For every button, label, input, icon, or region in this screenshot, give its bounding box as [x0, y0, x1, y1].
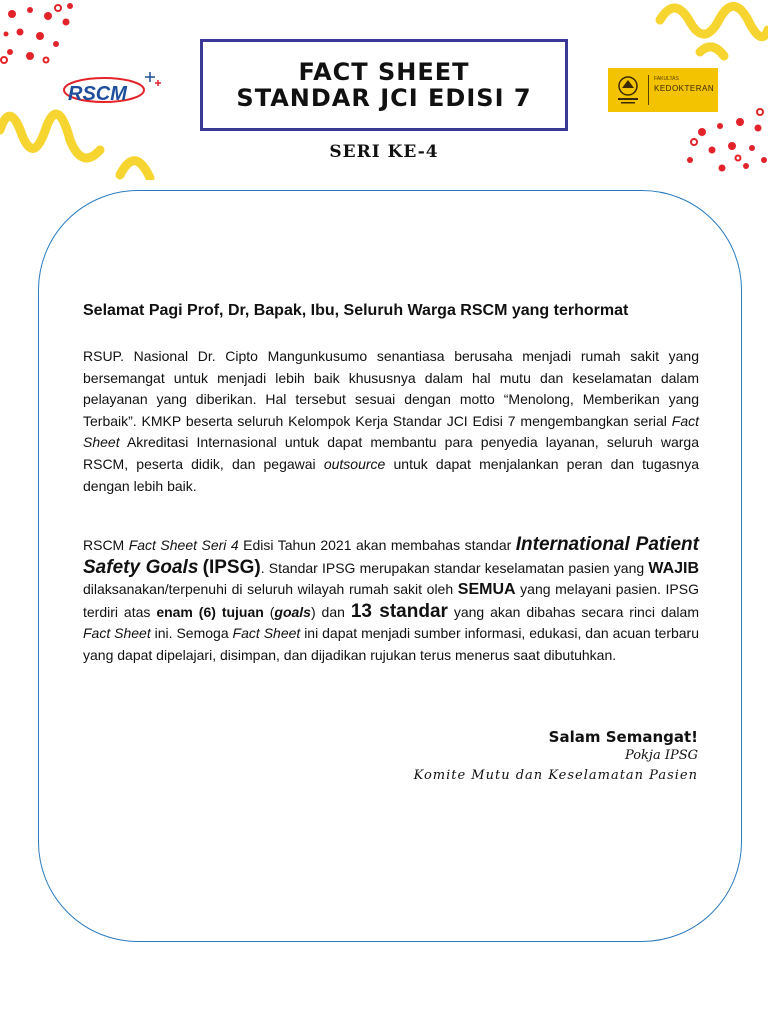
signature-komite: Komite Mutu dan Keselamatan Pasien — [413, 768, 698, 783]
logo-divider — [648, 75, 649, 105]
fk-logo-small-text: FAKULTAS — [654, 76, 679, 82]
fk-logo-main-text: KEDOKTERAN — [654, 84, 715, 93]
title-line-1: FACT SHEET — [298, 58, 470, 86]
text: untuk dapat menjalankan peran dan tugasnya dengan lebih baik. — [83, 455, 699, 494]
text: ini dapat menjadi sumber informasi, edukasi, dan acuan terbaru yang dapat dipelajari, disimpan, dan dijadikan rujukan terus menerus saat dibutuhkan. — [83, 625, 699, 663]
title-box — [200, 39, 568, 131]
signature-pokja: Pokja IPSG — [624, 748, 698, 763]
semua-emphasis: SEMUA — [457, 581, 516, 599]
fakultas-kedokteran-logo — [608, 68, 718, 112]
signature-salam: Salam Semangat! — [548, 728, 698, 746]
text: yang melayani pasien. IPSG terdiri atas — [83, 581, 699, 620]
text: ini. Semoga — [150, 625, 233, 642]
rscm-logo — [62, 68, 172, 110]
italic-text: Fact Sheet — [83, 625, 151, 642]
rscm-logo-text: RSCM — [68, 83, 127, 105]
series-label: SERI KE-4 — [329, 142, 439, 162]
italic-text: Fact Sheet — [232, 625, 301, 642]
italic-text: Fact Sheet Seri 4 — [128, 537, 239, 553]
standards-count: 13 standar — [350, 600, 448, 622]
goals-word: goals — [274, 603, 311, 620]
greeting: Selamat Pagi Prof, Dr, Bapak, Ibu, Seluruh Warga RSCM yang terhormat — [83, 302, 629, 319]
ipsg-name: International Patient Safety Goals — [83, 534, 699, 578]
text: RSCM — [83, 537, 129, 553]
text: Akreditasi Internasional untuk dapat membantu para penyedia layanan, seluruh warga RSCM, peserta didik, dan pegawai — [83, 434, 699, 472]
text: RSUP. Nasional Dr. Cipto Mangunkusumo senantiasa berusaha menjadi rumah sakit yang bersemangat untuk menjadi lebih baik khususnya dalam hal mutu dan keselamatan dalam pelayanan yang diberikan. Hal tersebut sesuai dengan motto “Menolong, Memberikan yang Terbaik”. KMKP beserta seluruh Kelompok Kerja Standar JCI Edisi 7 mengembangkan serial — [83, 348, 699, 429]
text: Edisi Tahun 2021 akan membahas standar — [238, 537, 516, 553]
text: ( — [263, 603, 275, 620]
text: yang akan dibahas secara rinci dalam — [447, 603, 699, 620]
title-line-2: STANDAR JCI EDISI 7 — [236, 84, 532, 112]
paragraph-intro — [83, 346, 699, 497]
text: dilaksanakan/terpenuhi di seluruh wilayah rumah sakit oleh — [83, 581, 458, 598]
text: ) dan — [310, 603, 351, 620]
italic-text: outsource — [323, 455, 386, 472]
goals-count: enam (6) tujuan — [156, 603, 264, 620]
italic-text: Fact Sheet — [83, 412, 699, 451]
wajib-emphasis: WAJIB — [648, 559, 700, 577]
university-emblem-icon — [614, 74, 642, 106]
ipsg-abbr: (IPSG) — [202, 556, 261, 578]
paragraph-ipsg — [83, 534, 699, 667]
text: . Standar IPSG merupakan standar keselamatan pasien yang — [260, 559, 649, 576]
